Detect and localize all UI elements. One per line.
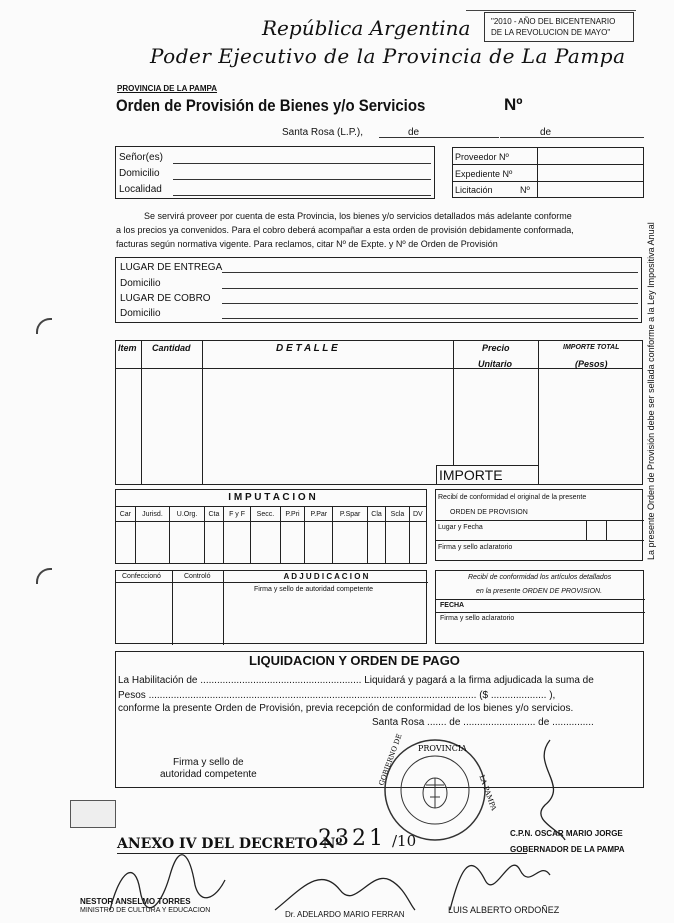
imputacion-cell-2[interactable] xyxy=(170,522,205,564)
imputacion-col-11: DV xyxy=(409,507,426,522)
signature-oscar-stroke xyxy=(541,740,565,840)
localidad-label: Localidad xyxy=(119,184,162,195)
imputacion-grid xyxy=(115,506,427,564)
decree-number: 2321 xyxy=(318,826,386,851)
proveedor-label: Proveedor Nº xyxy=(455,152,509,162)
references-rule-1 xyxy=(452,164,644,165)
lugar-cobro-label: LUGAR DE COBRO xyxy=(120,293,211,304)
imputacion-cell-8[interactable] xyxy=(333,522,367,564)
imputacion-cell-0[interactable] xyxy=(116,522,136,564)
receipt-articles-rule-2 xyxy=(436,612,645,613)
domicilio-cobro-field[interactable] xyxy=(222,318,638,319)
imputacion-cell-5[interactable] xyxy=(251,522,281,564)
items-header-rule xyxy=(115,368,643,369)
imputacion-cell-6[interactable] xyxy=(280,522,304,564)
bicentenario-stamp xyxy=(484,12,634,42)
date-day-line[interactable] xyxy=(379,137,499,138)
receipt-lugar-fecha-label: Lugar y Fecha xyxy=(438,524,483,531)
receipt-articles-box xyxy=(435,570,644,644)
adjudicacion-sep-2 xyxy=(223,571,224,645)
date-de-2: de xyxy=(540,127,552,138)
liquidacion-line-3: conforme la presente Orden de Provisión, previa recepción de conformidad de los bienes y/o servicios. xyxy=(118,703,574,714)
imputacion-col-5: Secc. xyxy=(251,507,281,522)
intro-line-3: facturas según normativa vigente. Para reclamos, citar Nº de Expte. y Nº de Orden de Provisión xyxy=(116,239,498,249)
adelardo-name: Dr. ADELARDO MARIO FERRAN xyxy=(285,910,405,919)
cpn-line-2: GOBERNADOR DE LA PAMPA xyxy=(510,845,625,854)
adjudicacion-rule xyxy=(116,582,428,583)
items-table xyxy=(115,340,643,485)
form-title: Orden de Provisión de Bienes y/o Servicios xyxy=(116,96,426,115)
imputacion-title: I M P U T A C I O N xyxy=(228,492,316,503)
col-precio-header: Precio xyxy=(482,343,510,353)
adjudicacion-firma-label: Firma y sello de autoridad competente xyxy=(254,586,374,593)
luis-name: LUIS ALBERTO ORDOÑEZ xyxy=(448,905,560,915)
importe-label: IMPORTE xyxy=(439,467,503,483)
receipt-rule-2 xyxy=(436,540,644,541)
col-cantidad-header: Cantidad xyxy=(152,343,191,353)
imputacion-col-4: F y F xyxy=(223,507,250,522)
senores-label: Señor(es) xyxy=(119,152,163,163)
imputacion-col-8: P.Spar xyxy=(333,507,367,522)
receipt-fecha-label: FECHA xyxy=(440,602,465,609)
imputacion-col-6: P.Pri xyxy=(280,507,304,522)
adjudicacion-box xyxy=(115,570,427,644)
receipt-date-sep-1 xyxy=(586,520,587,540)
liquidacion-line-4: Santa Rosa ....... de .......................... de ............... xyxy=(372,717,594,728)
binder-hole-1 xyxy=(36,318,52,334)
imputacion-cell-4[interactable] xyxy=(223,522,250,564)
imputacion-col-3: Cta xyxy=(204,507,223,522)
col-unitario-header: Unitario xyxy=(478,359,513,369)
receipt-rule-1 xyxy=(436,520,644,521)
recipient-box xyxy=(115,146,435,199)
seal-left-text: GOBIERNO DE xyxy=(377,732,404,787)
date-de-1: de xyxy=(408,127,420,138)
signature-ferran xyxy=(270,860,420,920)
liquidacion-line-2: Pesos ...................................................................................................................... ($ .................... ), xyxy=(118,690,556,701)
receipt-original-box xyxy=(435,489,643,561)
licitacion-number-label: Nº xyxy=(520,185,530,195)
imputacion-col-2: U.Org. xyxy=(170,507,205,522)
intro-line-2: a los precios ya convenidos. Para el cobro deberá acompañar a esta orden de provisión debidamente conformada, xyxy=(116,225,574,235)
adjudicacion-title: A D J U D I C A C I O N xyxy=(283,572,369,581)
small-stamp xyxy=(70,800,116,828)
imputacion-cell-7[interactable] xyxy=(305,522,333,564)
signature-oscar xyxy=(520,735,580,845)
domicilio-label: Domicilio xyxy=(119,168,160,179)
importe-cell xyxy=(436,465,539,485)
licitacion-label: Licitación xyxy=(455,185,493,195)
liquidacion-title: LIQUIDACION Y ORDEN DE PAGO xyxy=(249,653,460,668)
liquidacion-line-1: La Habilitación de .......................................................... Liquidará y pagará a la firma adjudicada la suma de xyxy=(118,675,594,686)
annex-label: ANEXO IV DEL DECRETO Nº xyxy=(117,836,343,852)
receipt-articles-rule-1 xyxy=(436,599,645,600)
cpn-line-1: C.P.N. OSCAR MARIO JORGE xyxy=(510,829,623,838)
lugar-entrega-label: LUGAR DE ENTREGA xyxy=(120,262,223,273)
nestor-line-2: MINISTRO DE CULTURA Y EDUCACION xyxy=(80,907,211,914)
side-note: La presente Orden de Provisión debe ser sellada conforme a la Ley Impositiva Anual xyxy=(646,222,656,560)
senores-field[interactable] xyxy=(173,163,431,164)
domicilio-cobro-label: Domicilio xyxy=(120,308,161,319)
controlo-label: Controló xyxy=(184,573,211,580)
items-col-sep-2 xyxy=(202,340,203,485)
domicilio-entrega-field[interactable] xyxy=(222,288,638,289)
place-label: Santa Rosa (L.P.), xyxy=(282,127,363,138)
references-divider xyxy=(537,147,538,198)
domicilio-entrega-label: Domicilio xyxy=(120,278,161,289)
intro-line-1: Se servirá proveer por cuenta de esta Provincia, los bienes y/o servicios detallados más adelante conforme xyxy=(144,211,572,221)
stamp-top-rule xyxy=(466,0,636,11)
province-label: PROVINCIA DE LA PAMPA xyxy=(117,84,218,93)
receipt-articles-line-2: en la presente ORDEN DE PROVISION. xyxy=(476,588,603,595)
lugar-entrega-field[interactable] xyxy=(222,272,638,273)
imputacion-cell-9[interactable] xyxy=(367,522,385,564)
power-heading: Poder Ejecutivo de la Provincia de La Pampa xyxy=(150,44,626,68)
seal-emblem-detail xyxy=(426,778,444,808)
imputacion-cell-11[interactable] xyxy=(409,522,426,564)
col-pesos-header: (Pesos) xyxy=(575,359,608,369)
imputacion-cell-1[interactable] xyxy=(135,522,170,564)
domicilio-field[interactable] xyxy=(173,179,431,180)
imputacion-col-7: P.Par xyxy=(305,507,333,522)
liquidacion-firma-1: Firma y sello de xyxy=(173,757,244,768)
seal-right-text: LA PAMPA xyxy=(477,773,498,812)
lugar-cobro-field[interactable] xyxy=(222,303,638,304)
date-month-line[interactable] xyxy=(500,137,644,138)
receipt-original-line-1: Recibí de conformidad el original de la presente xyxy=(438,494,587,501)
items-col-sep-4 xyxy=(538,340,539,485)
receipt-articles-firma-label: Firma y sello aclaratorio xyxy=(440,615,515,622)
imputacion-col-10: Scla xyxy=(386,507,409,522)
items-col-sep-1 xyxy=(141,340,142,485)
imputacion-cell-3[interactable] xyxy=(204,522,223,564)
adjudicacion-sep-1 xyxy=(172,571,173,645)
references-rule-2 xyxy=(452,181,644,182)
receipt-firma-label: Firma y sello aclaratorio xyxy=(438,544,513,551)
imputacion-col-1: Jurisd. xyxy=(135,507,170,522)
seal-top-text: PROVINCIA xyxy=(418,744,467,753)
receipt-articles-line-1: Recibí de conformidad los artículos detallados xyxy=(468,574,612,581)
signature-torres-stroke xyxy=(110,855,225,910)
imputacion-col-0: Car xyxy=(116,507,136,522)
order-number-label: Nº xyxy=(504,95,523,114)
signature-ferran-stroke xyxy=(275,878,415,910)
signature-ordonez-stroke xyxy=(450,865,550,910)
col-importe-header: IMPORTE TOTAL xyxy=(563,344,620,351)
receipt-original-line-2: ORDEN DE PROVISION xyxy=(450,509,528,516)
confecciono-label: Confeccionó xyxy=(122,573,161,580)
nestor-line-1: NESTOR ANSELMO TORRES xyxy=(80,897,191,906)
stamp-line-2: DE LA REVOLUCION DE MAYO" xyxy=(491,28,611,37)
decree-suffix: /10 xyxy=(392,832,417,850)
items-col-sep-3 xyxy=(453,340,454,465)
signature-torres xyxy=(100,850,230,920)
col-item-header: Item xyxy=(118,343,137,353)
imputacion-col-9: Cla xyxy=(367,507,385,522)
expediente-label: Expediente Nº xyxy=(455,169,513,179)
imputacion-cell-10[interactable] xyxy=(386,522,409,564)
binder-hole-2 xyxy=(36,568,52,584)
country-heading: República Argentina xyxy=(262,16,471,40)
stamp-line-1: "2010 - AÑO DEL BICENTENARIO xyxy=(491,17,616,26)
receipt-date-sep-2 xyxy=(606,520,607,540)
col-detalle-header: D E T A L L E xyxy=(276,343,338,354)
liquidacion-firma-2: autoridad competente xyxy=(160,769,257,780)
localidad-field[interactable] xyxy=(173,195,431,196)
